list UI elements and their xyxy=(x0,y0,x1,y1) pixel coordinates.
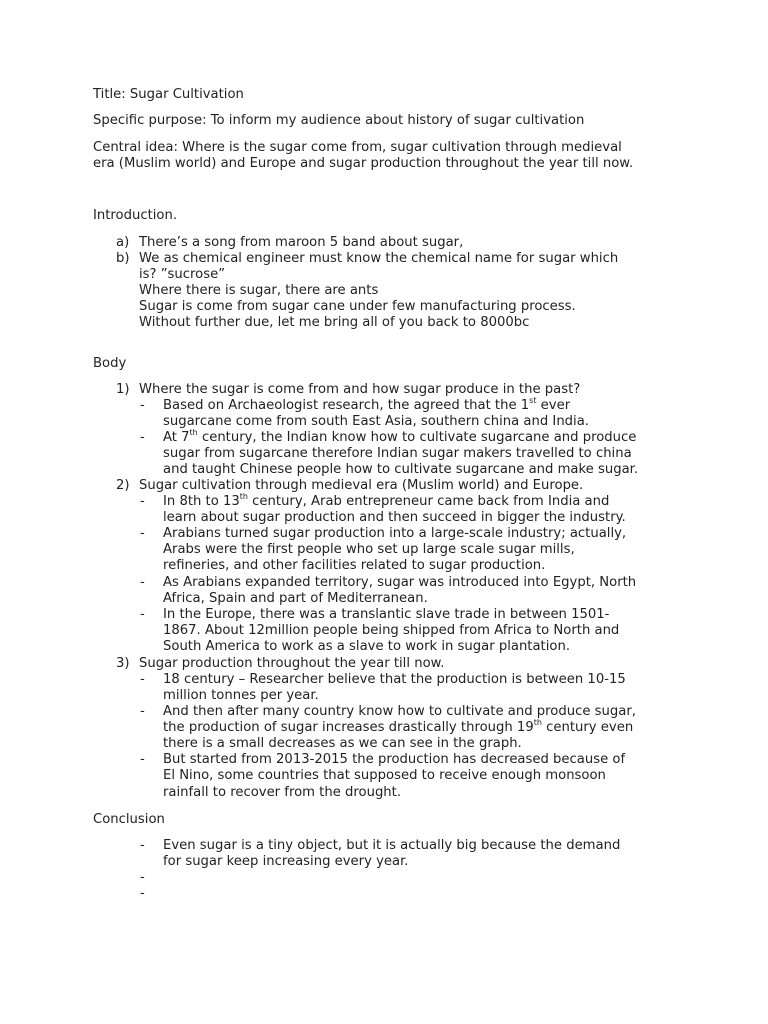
bullet-dash: - xyxy=(140,886,145,901)
bullet-text: In the Europe, there was a translantic slave trade in between 1501- xyxy=(163,607,610,622)
intro-item-text: There’s a song from maroon 5 band about sugar, xyxy=(139,235,464,250)
conclusion-heading: Conclusion xyxy=(93,812,165,827)
section-marker: 2) xyxy=(116,478,130,493)
intro-item-text: We as chemical engineer must know the chemical name for sugar which xyxy=(139,251,619,266)
bullet-text: 18 century – Researcher believe that the production is between 10-15 xyxy=(163,672,626,687)
bullet-text: refineries, and other facilities related to sugar production. xyxy=(163,558,546,573)
intro-item-marker: b) xyxy=(116,251,130,266)
bullet-text: and taught Chinese people how to cultivate sugarcane and make sugar. xyxy=(163,462,639,477)
bullet-text: for sugar keep increasing every year. xyxy=(163,854,409,869)
ordinal-suffix: st xyxy=(529,396,537,405)
body-heading: Body xyxy=(93,356,127,371)
section-heading: Sugar cultivation through medieval era (Muslim world) and Europe. xyxy=(139,478,584,493)
bullet-dash: - xyxy=(140,672,145,687)
bullet-dash: - xyxy=(140,752,145,767)
bullet-text: 1867. About 12million people being shipped from Africa to North and xyxy=(163,623,620,638)
bullet-dash: - xyxy=(140,838,145,853)
bullet-text: And then after many country know how to cultivate and produce sugar, xyxy=(163,704,636,719)
section-marker: 3) xyxy=(116,656,130,671)
bullet-text: Africa, Spain and part of Mediterranean. xyxy=(163,591,428,606)
bullet-text: million tonnes per year. xyxy=(163,688,319,703)
specific-purpose: Specific purpose: To inform my audience about history of sugar cultivation xyxy=(93,113,585,128)
bullet-dash: - xyxy=(140,398,145,413)
bullet-text: Arabians turned sugar production into a large-scale industry; actually, xyxy=(163,526,627,541)
bullet-text: South America to work as a slave to work in sugar plantation. xyxy=(163,639,571,654)
bullet-text: rainfall to recover from the drought. xyxy=(163,785,402,800)
ordinal-suffix: th xyxy=(239,492,248,501)
bullet-text: Based on Archaeologist research, the agreed that the 1st ever xyxy=(163,396,571,413)
intro-item-text: is? ”sucrose” xyxy=(139,267,226,282)
bullet-text: El Nino, some countries that supposed to receive enough monsoon xyxy=(163,768,606,783)
central-idea-line-2: era (Muslim world) and Europe and sugar production throughout the year till now. xyxy=(93,156,634,171)
bullet-text: At 7th century, the Indian know how to cultivate sugarcane and produce xyxy=(163,428,637,445)
introduction-heading: Introduction. xyxy=(93,208,178,223)
bullet-dash: - xyxy=(140,494,145,509)
bullet-text: sugarcane come from south East Asia, southern china and India. xyxy=(163,414,589,429)
intro-item-marker: a) xyxy=(116,235,130,250)
bullet-text: In 8th to 13th century, Arab entrepreneur came back from India and xyxy=(163,492,610,509)
intro-item-text: Where there is sugar, there are ants xyxy=(139,283,379,298)
bullet-text: sugar from sugarcane therefore Indian sugar makers travelled to china xyxy=(163,446,632,461)
bullet-dash: - xyxy=(140,575,145,590)
intro-item-text: Sugar is come from sugar cane under few manufacturing process. xyxy=(139,299,576,314)
doc-title: Title: Sugar Cultivation xyxy=(93,87,244,102)
bullet-dash: - xyxy=(140,607,145,622)
section-heading: Where the sugar is come from and how sugar produce in the past? xyxy=(139,382,581,397)
intro-item-text: Without further due, let me bring all of you back to 8000bc xyxy=(139,315,530,330)
central-idea-line-1: Central idea: Where is the sugar come from, sugar cultivation through medieval xyxy=(93,140,622,155)
bullet-text: Even sugar is a tiny object, but it is actually big because the demand xyxy=(163,838,621,853)
bullet-text: As Arabians expanded territory, sugar was introduced into Egypt, North xyxy=(163,575,637,590)
ordinal-suffix: th xyxy=(189,428,198,437)
bullet-dash: - xyxy=(140,870,145,885)
bullet-text: Arabs were the first people who set up large scale sugar mills, xyxy=(163,542,575,557)
bullet-text: the production of sugar increases drastically through 19th century even xyxy=(163,718,634,735)
bullet-text: learn about sugar production and then succeed in bigger the industry. xyxy=(163,510,626,525)
bullet-dash: - xyxy=(140,430,145,445)
ordinal-suffix: th xyxy=(533,718,542,727)
bullet-dash: - xyxy=(140,526,145,541)
section-heading: Sugar production throughout the year till now. xyxy=(139,656,445,671)
bullet-dash: - xyxy=(140,704,145,719)
section-marker: 1) xyxy=(116,382,130,397)
bullet-text: But started from 2013-2015 the production has decreased because of xyxy=(163,752,626,767)
bullet-text: there is a small decreases as we can see in the graph. xyxy=(163,736,522,751)
